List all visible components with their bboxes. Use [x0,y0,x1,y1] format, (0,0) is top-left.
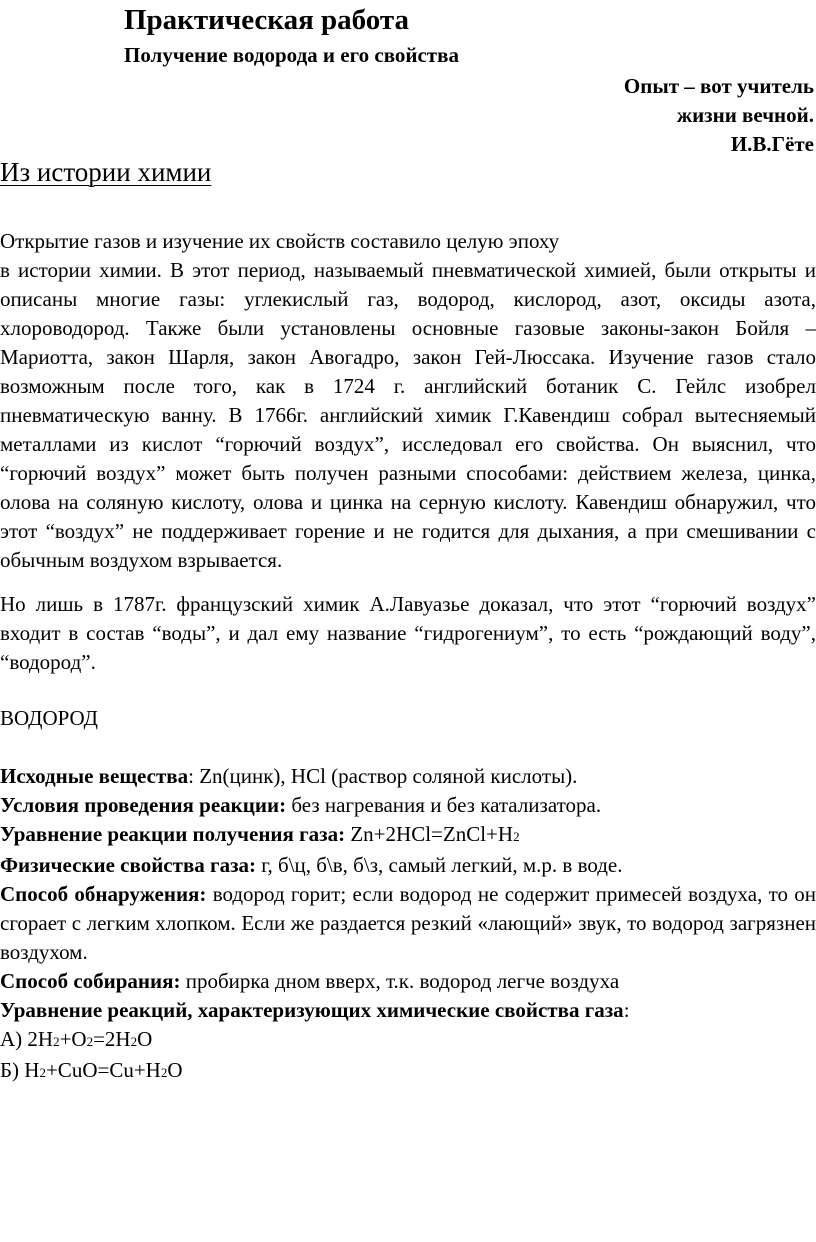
conditions-label: Условия проведения реакции: [0,793,287,817]
history-paragraph-2: Но лишь в 1787г. французский химик А.Лавуазье доказал, что этот “горючий воздух” входит в состав “воды”, и дал ему название “гидрогениум”, то есть “рождающий воду”, “водород”. [0,592,816,674]
detection-label: Способ обнаружения: [0,882,207,906]
history-paragraph-1: в истории химии. В этот период, называемый пневматической химией, были открыты и описаны многие газы: углекислый газ, водород, кислород, азот, оксиды азота, хлороводород. Также были установлены основные газовые законы-закон Бойля – Мариотта, закон Шарля, закон Авогадро, закон Гей-Люссака. Изучение газов стало возможным после того, как в 1724 г. английский ботаник С. Гейлс изобрел пневматическую ванну. В 1766г. английский химик Г.Кавендиш собрал вытесняемый металлами из кислот “горючий воздух”, исследовал его свойства. Он выяснил, что “горючий воздух” может быть получен разными способами: действием железа, цинка, олова на соляную кислоту, олова и цинка на серную кислоту. Кавендиш обнаружил, что этот “воздух” не поддерживает горение и не годится для дыхания, а при смешивании с обычным воздухом взрывается. [0,258,816,572]
history-intro-line: Открытие газов и изучение их свойств составило целую эпоху [0,229,560,253]
epigraph-line-1: Опыт – вот учитель [623,74,814,98]
collection-value: пробирка дном вверх, т.к. водород легче воздуха [180,969,620,993]
collection-line [0,967,816,996]
reaction-a [0,1025,816,1056]
equation-line [0,820,816,851]
reaction-a-part: А) 2H [0,1027,54,1051]
reagents-value: : Zn(цинк), HCl (раствор соляной кислоты). [188,764,578,788]
reaction-b [0,1056,816,1087]
reaction-a-part: =2H [93,1027,131,1051]
physical-value: г, б\ц, б\в, б\з, самый легкий, м.р. в воде. [256,853,623,877]
reaction-b-sub: 2 [39,1065,46,1080]
chem-eq-line [0,996,816,1025]
detection-value: водород горит; если водород не содержит примесей воздуха, то он сгорает с легким хлопком. Если же раздается резкий «лающий» звук, то водород загрязнен воздухом. [0,882,816,964]
reaction-a-part: +O [59,1027,87,1051]
equation-text: Zn+2HCl=ZnCl+H [345,822,514,846]
reaction-b-part: +CuO=Cu+H [45,1058,161,1082]
reagents-label: Исходные вещества [0,764,189,788]
equation-label: Уравнение реакции получения газа: [0,822,346,846]
epigraph [624,72,814,159]
chem-eq-colon: : [623,998,630,1022]
epigraph-line-2: жизни вечной. [676,103,814,127]
history-heading: Из истории химии [0,157,212,187]
page-subtitle: Получение водорода и его свойства [124,43,459,67]
equation-subscript: 2 [513,829,520,844]
hydrogen-properties [0,762,816,1087]
reaction-a-part: O [137,1027,153,1051]
chem-eq-label: Уравнение реакций, характеризующих химические свойства газа [0,998,624,1022]
equation-value [345,822,519,846]
epigraph-author: И.В.Гёте [730,132,814,156]
reaction-b-part: O [167,1058,183,1082]
physical-label: Физические свойства газа: [0,853,256,877]
hydrogen-heading: ВОДОРОД [0,706,98,730]
reaction-b-part: Б) H [0,1058,40,1082]
reaction-a-sub: 2 [53,1034,60,1049]
conditions-value: без нагревания и без катализатора. [286,793,602,817]
detection-line [0,880,816,967]
page-title: Практическая работа [124,4,409,36]
physical-line [0,851,816,880]
reaction-a-sub: 2 [86,1034,94,1049]
reagents-line [0,762,816,791]
reaction-b-sub: 2 [160,1065,168,1080]
conditions-line [0,791,816,820]
collection-label: Способ собирания: [0,969,181,993]
reaction-a-sub: 2 [130,1034,138,1049]
